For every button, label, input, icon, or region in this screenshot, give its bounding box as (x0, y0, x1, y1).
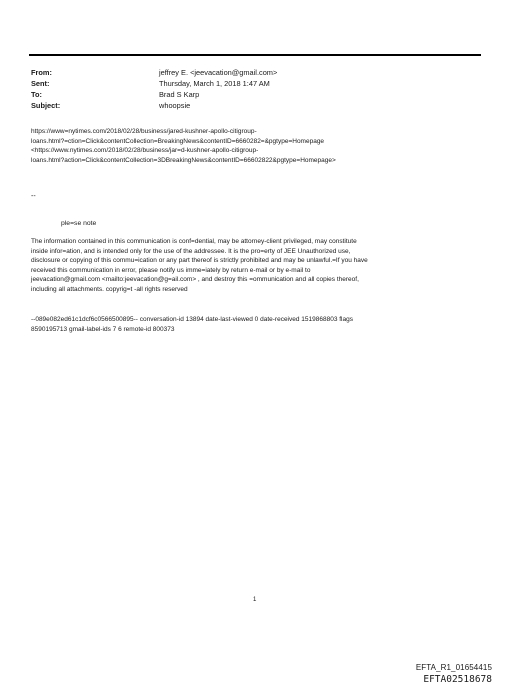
email-header (31, 67, 471, 111)
subject-label: Subject: (31, 101, 61, 110)
from-value: jeffrey E. <jeevacation@gmail.com> (159, 68, 278, 77)
bates-stamp-1: EFTA_R1_01654415 (415, 663, 492, 672)
from-row (31, 67, 471, 78)
subject-value: whoopsie (159, 101, 191, 110)
sent-value: Thursday, March 1, 2018 1:47 AM (159, 79, 270, 88)
to-label: To: (31, 90, 42, 99)
signature-dashes: -- (31, 193, 36, 200)
sent-row (31, 78, 471, 89)
header-rule (29, 54, 481, 56)
metadata-paragraph: --089e082ed61c1dcf6c0566500895-- conversation-id 13894 date-last-viewed 0 date-received 1519868803 flags 8590195713 gmail-label-ids 7 6 remote-id 800373 (31, 316, 353, 333)
note-line: ple=se note (61, 220, 97, 227)
page-number: 1 (253, 597, 257, 603)
to-value: Brad S Karp (159, 90, 200, 99)
from-label: From: (31, 68, 52, 77)
sent-label: Sent: (31, 79, 50, 88)
bates-stamp-2: EFTA02518678 (423, 674, 492, 685)
disclaimer-paragraph: The information contained in this communication is conf=dential, may be attorney-client privileged, may constitute inside infor=ation, and is intended only for the use of the addressee. It is the pro=erty of JEE Unauthorized use, disclosure or copying of this commu=ication or any part thereof is strictly prohibited and may be unlawful.=If you have received this communication in error, please notify us imme=iately by return e-mail or by e-mail to jeevacation@gmail.com <mailto:jeevacation@g=ail.com> , and destroy this =ommunication and all copies thereof, including all attachments. copyrig=t -all rights reserved (31, 238, 368, 293)
to-row (31, 89, 471, 100)
url-block: https://www=nytimes.com/2018/02/28/business/jared-kushner-apollo-citigroup- loans.html?=ction=Click&contentCollection=BreakingNews&contentID=6660282=&pgtype=Homepage <https://www.nytimes.com/2018/02/28/business/jar=d-kushner-apollo-citigroup- loans.html?action=Click&contentCollection=3DBreakingNews&contentID=66602822&pgtype=Homepage> (31, 128, 336, 164)
subject-row (31, 100, 471, 111)
